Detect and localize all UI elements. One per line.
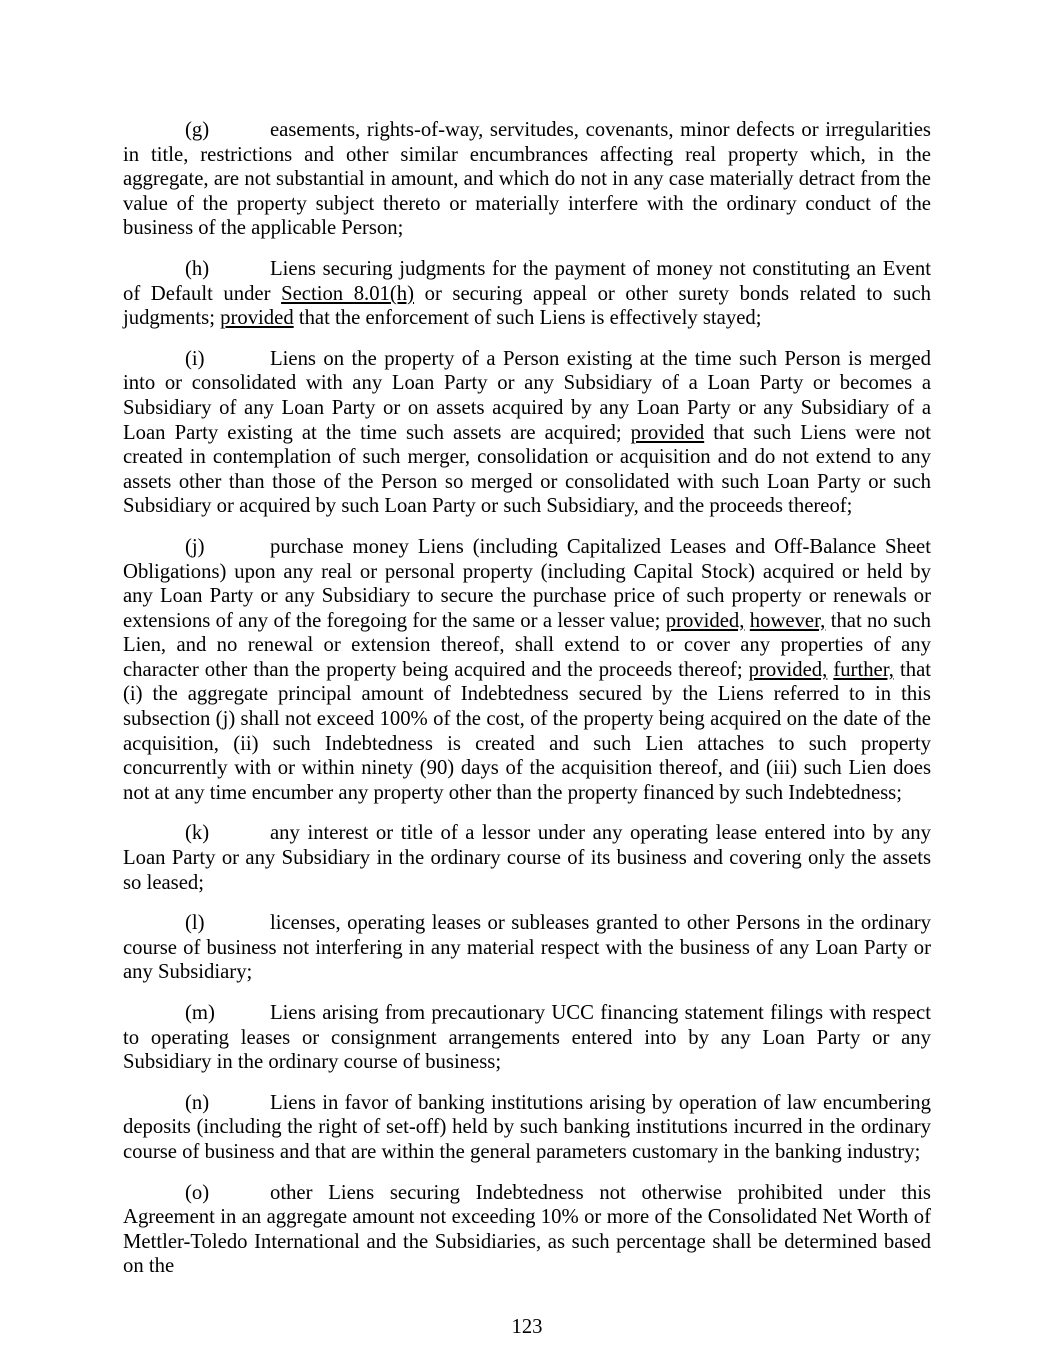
text-run: other Liens securing Indebtedness not otherwise prohibited under this Agreement in an aggregate amount not exceeding 10% or more of the Consolidated Net Worth of Mettler-Toledo International and the Subsidiaries, as such percentage shall be determined based on the: [123, 1181, 931, 1278]
text-run: that the enforcement of such Liens is effectively stayed;: [293, 307, 762, 330]
paragraph-k: [123, 821, 931, 895]
text-run: Liens on the property of a Person existing at the time such Person is merged into or consolidated with any Loan Party or any Subsidiary of a Loan Party or becomes a Subsidiary of any Loan Party or on assets acquired by any Loan Party or any Subsidiary of a Loan Party existing at the time such assets are acquired;: [123, 347, 931, 444]
text-run: any interest or title of a lessor under any operating lease entered into by any Loan Party or any Subsidiary in the ordinary course of its business and covering only the assets so leased;: [123, 822, 931, 894]
paragraph-label: (m): [185, 1002, 215, 1024]
underlined-text-run: however,: [749, 609, 826, 632]
text-run: or securing appeal or other surety bonds related to such judgments;: [123, 282, 931, 330]
underlined-text-run: provided: [220, 307, 294, 330]
text-run: purchase money Liens (including Capitalized Leases and Off-Balance Sheet Obligations) upon any real or personal property (including Capital Stock) acquired or held by any Loan Party or any Subsidiary to secure the purchase price of such property or renewals or extensions of any of the foregoing for the same or a lesser value;: [123, 535, 931, 632]
paragraph-i: [123, 347, 931, 519]
paragraph-h: [123, 257, 931, 331]
text-run: that such Liens were not created in contemplation of such merger, consolidation or acquisition and do not extend to any assets other than those of the Person so merged or consolidated with such Loan Party or such Subsidiary or acquired by such Loan Party or such Subsidiary, and the proceeds thereof;: [123, 421, 932, 518]
paragraph-j: [123, 535, 931, 806]
text-run: easements, rights-of-way, servitudes, covenants, minor defects or irregularities in title, restrictions and other similar encumbrances affecting real property which, in the aggregate, are not substantial in amount, and which do not in any case materially detract from the value of the property subject thereto or materially interfere with the ordinary conduct of the business of the applicable Person;: [123, 119, 931, 240]
paragraph-m: [123, 1001, 931, 1075]
paragraph-label: (j): [185, 535, 205, 558]
paragraph-l: [123, 911, 931, 985]
paragraph-label: (i): [185, 347, 205, 370]
underlined-text-run: provided: [630, 421, 705, 444]
paragraph-o: [123, 1181, 931, 1279]
underlined-text-run: provided,: [665, 609, 745, 632]
section-reference-link: Section 8.01(h): [281, 282, 415, 305]
underlined-text-run: further,: [833, 658, 894, 681]
text-run: Liens securing judgments for the payment of money not constituting an Event of Default under: [123, 257, 931, 305]
paragraph-label: (n): [185, 1091, 210, 1114]
paragraph-n: [123, 1091, 931, 1165]
page-number: 123: [511, 1315, 543, 1338]
paragraph-label: (h): [185, 257, 210, 280]
underlined-text-run: provided,: [748, 658, 828, 681]
paragraph-label: (l): [185, 912, 205, 935]
paragraph-label: (k): [185, 822, 210, 845]
text-run: Liens in favor of banking institutions arising by operation of law encumbering deposits (including the right of set-off) held by such banking institutions incurred in the ordinary course of business and that are within the general parameters customary in the banking industry;: [123, 1091, 931, 1163]
text-run: Liens arising from precautionary UCC financing statement filings with respect to operating leases or consignment arrangements entered into by any Loan Party or any Subsidiary in the ordinary course of business;: [123, 1002, 931, 1074]
text-run: licenses, operating leases or subleases granted to other Persons in the ordinary course of business not interfering in any material respect with the business of any Loan Party or any Subsidiary;: [123, 912, 931, 984]
text-run: that no such Lien, and no renewal or extension thereof, shall extend to or cover any properties of any character other than the property being acquired and the proceeds thereof;: [123, 609, 931, 681]
text-run: that (i) the aggregate principal amount of Indebtedness secured by the Liens referred to in this subsection (j) shall not exceed 100% of the cost, of the property being acquired on the date of the acquisition, (ii) such Indebtedness is created and such Lien attaches to such property concurrently with or within ninety (90) days of the acquisition thereof, and (iii) such Lien does not at any time encumber any property other than the property financed by such Indebtedness;: [123, 658, 932, 804]
paragraph-label: (g): [185, 119, 210, 141]
paragraph-label: (o): [185, 1181, 210, 1204]
paragraph-g: [123, 118, 931, 241]
